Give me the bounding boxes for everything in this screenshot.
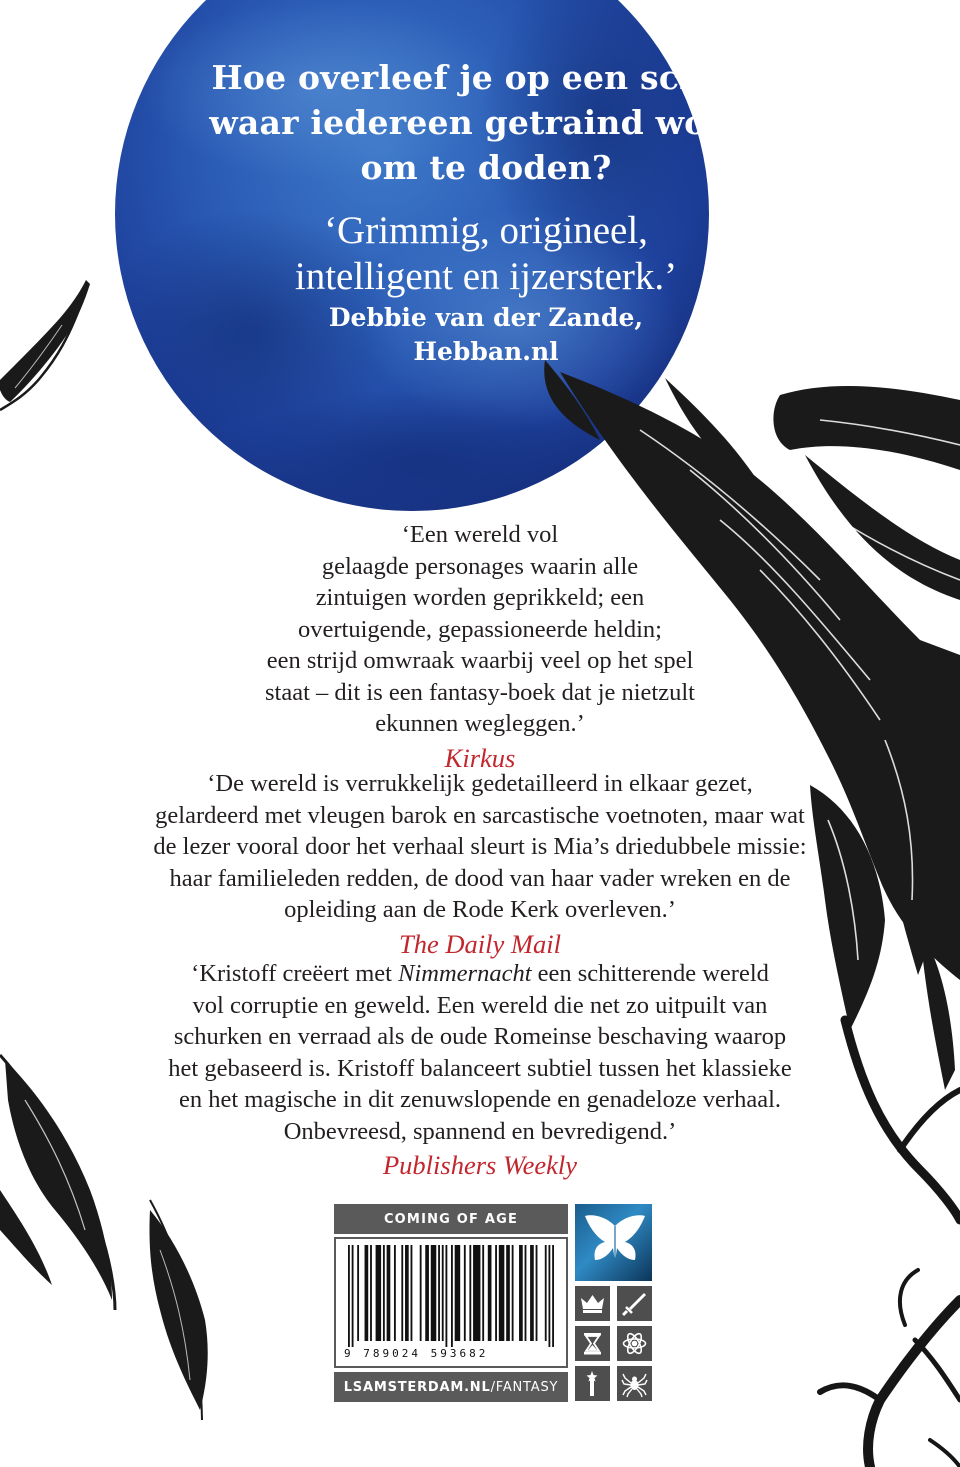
barcode-bar: [548, 1245, 550, 1347]
barcode-bar: [357, 1245, 359, 1341]
publisher-url: [334, 1372, 568, 1402]
wand-icon: [575, 1366, 610, 1401]
review-line: opleiding aan de Rode Kerk overleven.’: [284, 896, 676, 923]
barcode-bar: [425, 1245, 429, 1341]
review-line: haar familieleden redden, de dood van haar vader wreken en de: [169, 864, 791, 892]
butterfly-icon: [575, 1204, 652, 1281]
barcode-bar: [519, 1245, 523, 1341]
barcode-bar: [411, 1245, 413, 1341]
review-daily-mail: [110, 768, 850, 962]
barcode-panel: [334, 1237, 568, 1368]
barcode-bar: [376, 1245, 382, 1341]
review-line: vol corruptie en geweld. Een wereld die net zo uitpuilt van: [192, 991, 768, 1019]
barcode-bar: [525, 1245, 527, 1341]
publisher-url-path: /FANTASY: [490, 1379, 559, 1395]
publisher-url-domain: LSAMSTERDAM.NL: [343, 1379, 491, 1395]
tagline-line: waar iedereen getraind wordt: [209, 103, 763, 142]
review-source: The Daily Mail: [399, 928, 561, 959]
barcode-bar: [420, 1245, 422, 1341]
barcode-bar: [473, 1245, 480, 1341]
review-line: schurken en verraad als de oude Romeinse beschaving waarop: [173, 1023, 787, 1050]
attribution-line: Debbie van der Zande,: [328, 303, 644, 332]
book-title: Nimmernacht: [398, 960, 532, 987]
barcode-bar: [464, 1245, 466, 1341]
genre-label: COMING OF AGE: [334, 1204, 568, 1234]
review-line: het gebaseerd is. Kristoff balanceert subtiel tussen het klassieke: [168, 1054, 792, 1082]
review-line: een strijd omwraak waarbij veel op het spel: [266, 647, 694, 674]
review-line: Onbevreesd, spannend en bevredigend.’: [283, 1117, 677, 1145]
barcode-bar: [394, 1245, 396, 1341]
hourglass-icon: [575, 1326, 610, 1361]
barcode-bar: [387, 1245, 391, 1341]
barcode-bar: [536, 1245, 538, 1341]
barcode-bar: [451, 1245, 453, 1347]
review-line: staat – dit is een fantasy-boek dat je nietzult: [265, 678, 695, 706]
review-line: gelaagde personages waarin alle: [321, 552, 639, 580]
barcode-bar: [431, 1245, 437, 1341]
barcode-bar: [405, 1245, 409, 1341]
barcode-bar: [506, 1245, 510, 1341]
sword-icon: [617, 1286, 652, 1321]
barcode-bar: [365, 1245, 369, 1341]
barcode-bar: [383, 1245, 385, 1341]
tagline: [186, 55, 786, 190]
review-source: Publishers Weekly: [382, 1150, 578, 1180]
featured-quote-line: ‘Grimmig, origineel,: [324, 209, 648, 252]
featured-quote-line: intelligent en ijzersterk.’: [294, 255, 678, 298]
barcode-bar: [455, 1245, 461, 1341]
tagline-line: Hoe overleef je op een school: [211, 58, 761, 97]
review-line: de lezer vooral door het verhaal sleurt is Mia’s driedubbele missie:: [153, 833, 807, 860]
barcode-bar: [499, 1245, 505, 1341]
review-kirkus: [110, 519, 850, 776]
barcode-bar: [530, 1245, 534, 1341]
barcode-bar: [482, 1245, 484, 1341]
barcode-bar: [469, 1245, 471, 1341]
featured-quote: [186, 208, 786, 300]
barcode-bar: [352, 1245, 354, 1347]
review-line: overtuigende, gepassioneerde heldin;: [298, 615, 662, 643]
review-line: [110, 958, 850, 990]
crown-icon: [575, 1286, 610, 1321]
moon-text-block: [186, 55, 786, 369]
review-line: en het magische in dit zenuwslopende en genadeloze verhaal.: [178, 1086, 782, 1113]
review-text: een schitterende wereld: [531, 960, 769, 987]
barcode-bar: [401, 1245, 403, 1341]
barcode-bar: [370, 1245, 372, 1341]
featured-quote-attribution: [186, 301, 786, 369]
tagline-line: om te doden?: [360, 148, 612, 187]
review-publishers-weekly: [110, 958, 850, 1183]
barcode-bar: [488, 1245, 492, 1341]
barcode-bar: [512, 1245, 514, 1341]
review-line: zintuigen worden geprikkeld; een: [315, 584, 645, 611]
review-line: ‘De wereld is verrukkelijk gedetailleerd in elkaar gezet,: [207, 770, 753, 797]
barcode-bar: [348, 1245, 350, 1347]
barcode: [348, 1245, 554, 1347]
review-text: ‘Kristoff creëert met: [191, 960, 399, 987]
barcode-bar: [495, 1245, 497, 1341]
barcode-bar: [442, 1245, 444, 1341]
review-line: gelardeerd met vleugen barok en sarcastische voetnoten, maar wat: [155, 801, 805, 829]
barcode-bar: [445, 1245, 447, 1347]
barcode-bar: [552, 1245, 554, 1347]
feather-top-left: [0, 280, 90, 410]
publisher-logo: [575, 1204, 652, 1281]
attribution-line: Hebban.nl: [413, 337, 559, 366]
atom-icon: [617, 1326, 652, 1361]
spider-icon: [617, 1366, 652, 1401]
review-source: Kirkus: [444, 742, 516, 773]
barcode-bar: [545, 1245, 547, 1341]
review-line: ekunnen wegleggen.’: [375, 710, 585, 737]
review-line: ‘Een wereld vol: [401, 521, 559, 548]
isbn-number: 9 789024 593682: [344, 1347, 489, 1360]
barcode-bar: [438, 1245, 440, 1341]
